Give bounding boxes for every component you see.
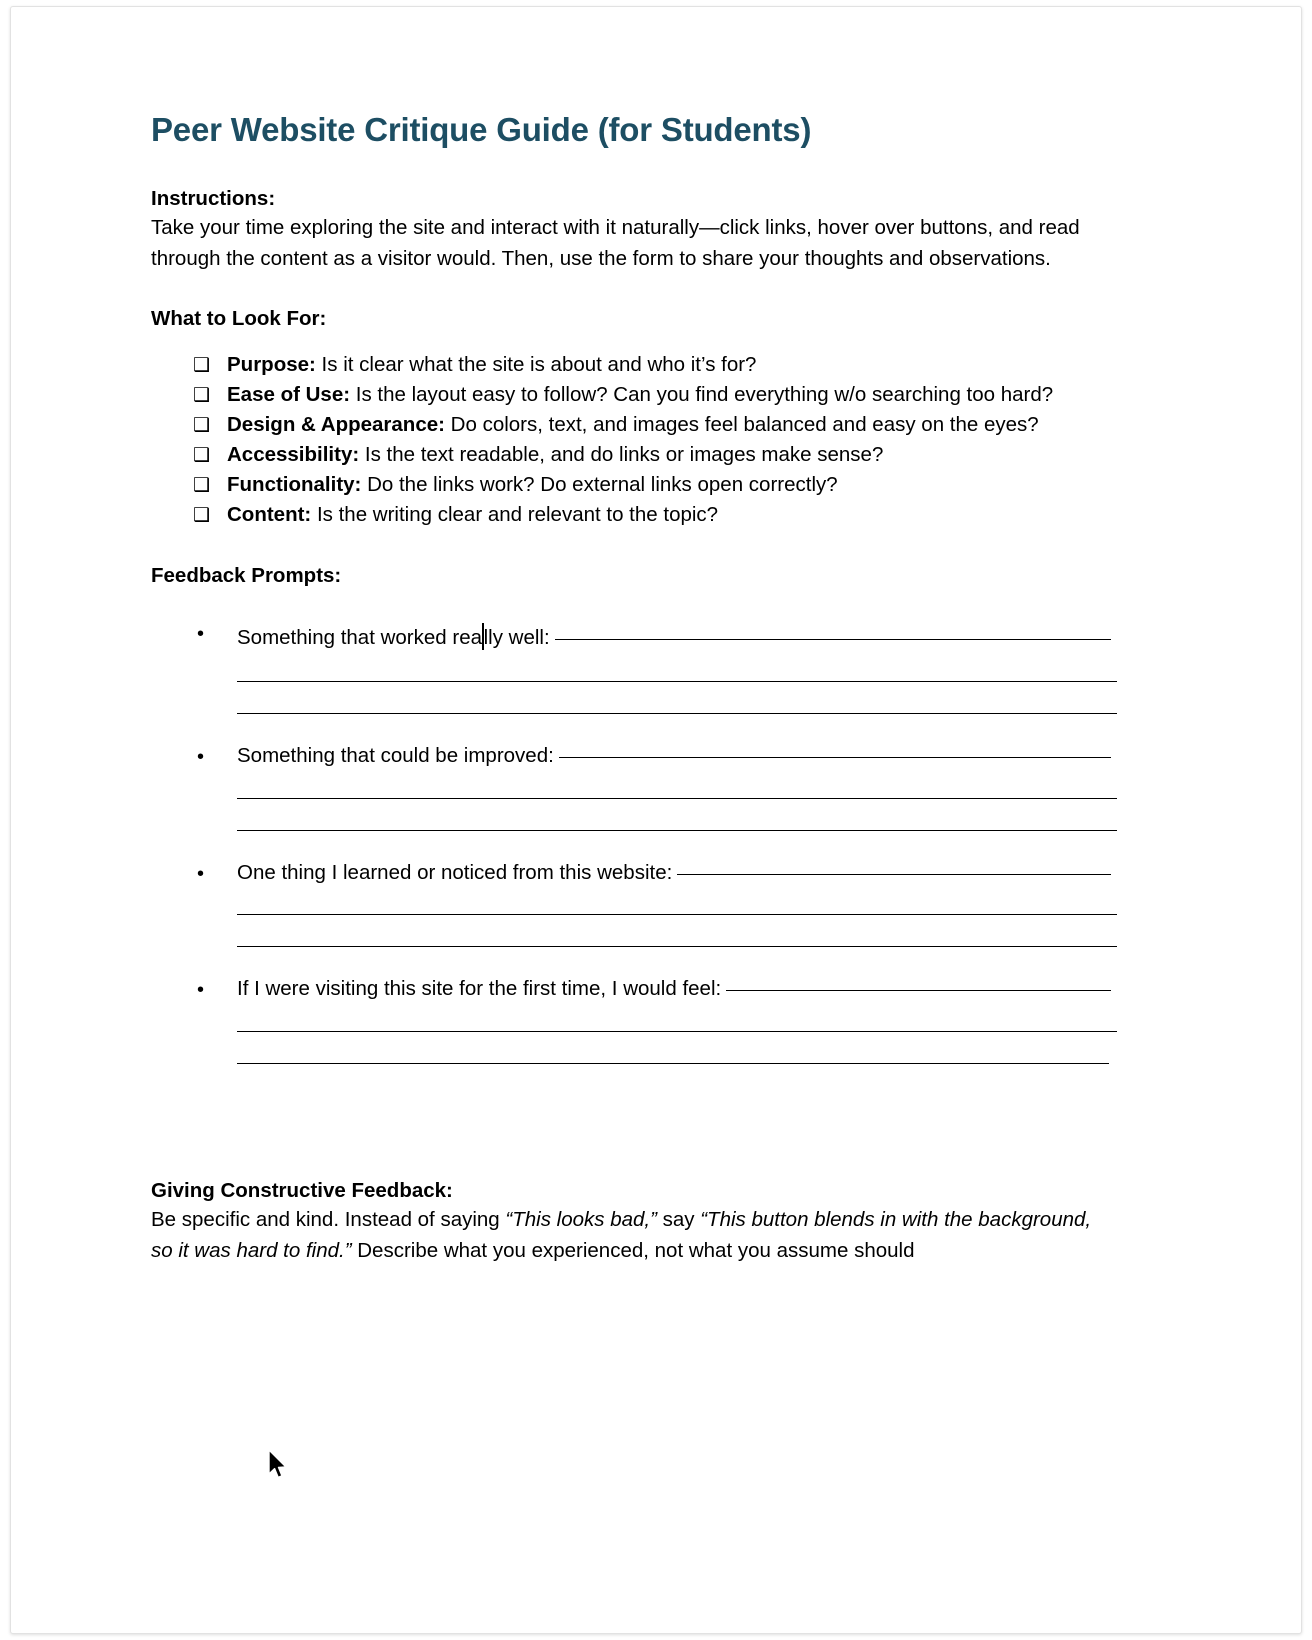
checklist-item-question: Is it clear what the site is about and who it’s for? — [315, 352, 757, 376]
answer-blank-line[interactable] — [555, 638, 1111, 640]
prompt-row — [237, 746, 1111, 767]
cf-part1: Be specific and kind. Instead of saying — [151, 1208, 506, 1232]
what-to-look-for-heading: What to Look For: — [151, 306, 327, 330]
checklist-item-text — [227, 470, 838, 500]
checkbox-icon[interactable]: ❑ — [193, 413, 211, 436]
checklist-item-text — [227, 440, 883, 470]
checklist-item-label: Accessibility: — [227, 443, 360, 467]
prompt-label-after-caret: lly well: — [483, 626, 550, 650]
checklist-item[interactable] — [151, 410, 1111, 440]
mouse-pointer-icon — [267, 1449, 289, 1481]
instructions-body: Take your time exploring the site and interact with it naturally—click links, hover over buttons, and read through the content as a visitor would. Then, use the form to share your thoughts and observations. — [151, 216, 1080, 270]
checklist-item-text — [227, 410, 1039, 440]
checklist-item-text — [227, 380, 1053, 410]
constructive-feedback-heading: Giving Constructive Feedback: — [151, 1178, 453, 1202]
checklist-item-label: Ease of Use: — [227, 382, 351, 406]
cf-quote-good-example: “This button blends in with the background, so it was hard to find.” — [151, 1208, 1092, 1262]
checklist-item[interactable] — [151, 500, 1111, 530]
prompt-label: • Something that could be improved: — [237, 744, 554, 768]
answer-blank-line[interactable] — [237, 913, 1117, 915]
answer-blank-line[interactable] — [237, 797, 1117, 799]
what-to-look-for-section — [151, 304, 1111, 530]
checklist-item-question: Is the writing clear and relevant to the topic? — [311, 503, 719, 527]
prompt-label: • If I were visiting this site for the first time, I would feel: — [237, 977, 722, 1001]
feedback-prompt-item[interactable] — [151, 623, 1111, 714]
checklist-item-question: Do colors, text, and images feel balanced and easy on the eyes? — [444, 412, 1039, 436]
checklist-item[interactable] — [151, 380, 1111, 410]
answer-blank-line[interactable] — [237, 829, 1117, 831]
answer-blank-line[interactable] — [237, 945, 1117, 947]
feedback-prompts-section — [151, 561, 1111, 1063]
checklist-item-question: Is the layout easy to follow? Can you find everything w/o searching too hard? — [350, 382, 1054, 406]
checkbox-icon[interactable]: ❑ — [193, 474, 211, 497]
prompt-label: • One thing I learned or noticed from this website: — [237, 860, 673, 884]
prompt-row — [237, 623, 1111, 650]
checklist-item-label: Functionality: — [227, 473, 362, 497]
answer-blank-line[interactable] — [677, 873, 1111, 875]
checkbox-icon[interactable]: ❑ — [193, 504, 211, 527]
checkbox-icon[interactable]: ❑ — [193, 444, 211, 467]
cf-quote-bad-example: “This looks bad,” — [505, 1208, 657, 1232]
answer-blank-line[interactable] — [559, 756, 1111, 758]
checklist-item[interactable] — [151, 440, 1111, 470]
prompt-label — [237, 623, 550, 650]
cf-part2: say — [656, 1208, 701, 1232]
feedback-prompt-item[interactable] — [151, 860, 1111, 948]
checklist-item[interactable] — [151, 470, 1111, 500]
answer-blank-line[interactable] — [237, 1030, 1117, 1032]
checklist-item-question: Do the links work? Do external links open correctly? — [361, 473, 838, 497]
cf-part3: Describe what you experienced, not what you assume should — [351, 1238, 915, 1262]
checkbox-icon[interactable]: ❑ — [193, 383, 211, 406]
checklist-item-label: Purpose: — [227, 352, 316, 376]
answer-blank-line[interactable] — [726, 989, 1111, 991]
feedback-prompts-list — [151, 623, 1111, 1064]
constructive-feedback-section — [151, 1176, 1111, 1266]
page-title: Peer Website Critique Guide (for Students) — [151, 111, 812, 148]
constructive-feedback-body — [151, 1205, 1101, 1266]
checklist-item-label: Design & Appearance: — [227, 412, 445, 436]
document-body — [151, 7, 1111, 1266]
feedback-prompts-heading: Feedback Prompts: — [151, 564, 342, 588]
answer-blank-line[interactable] — [237, 712, 1117, 714]
prompt-row — [237, 979, 1111, 1000]
checklist-item[interactable] — [151, 350, 1111, 380]
prompt-row — [237, 860, 1111, 884]
checkbox-icon[interactable]: ❑ — [193, 353, 211, 376]
criteria-checklist — [151, 350, 1111, 531]
document-page — [10, 6, 1302, 1634]
answer-blank-line[interactable] — [237, 1062, 1109, 1064]
answer-blank-line[interactable] — [237, 680, 1117, 682]
prompt-label-before-caret: Something that worked rea — [237, 626, 482, 650]
checklist-item-text — [227, 500, 718, 530]
checklist-item-label: Content: — [227, 503, 312, 527]
feedback-prompt-item[interactable] — [151, 746, 1111, 831]
instructions-section — [151, 184, 1111, 274]
checklist-item-question: Is the text readable, and do links or images make sense? — [359, 443, 884, 467]
instructions-heading: Instructions: — [151, 186, 276, 210]
checklist-item-text — [227, 350, 756, 380]
feedback-prompt-item[interactable] — [151, 979, 1111, 1064]
